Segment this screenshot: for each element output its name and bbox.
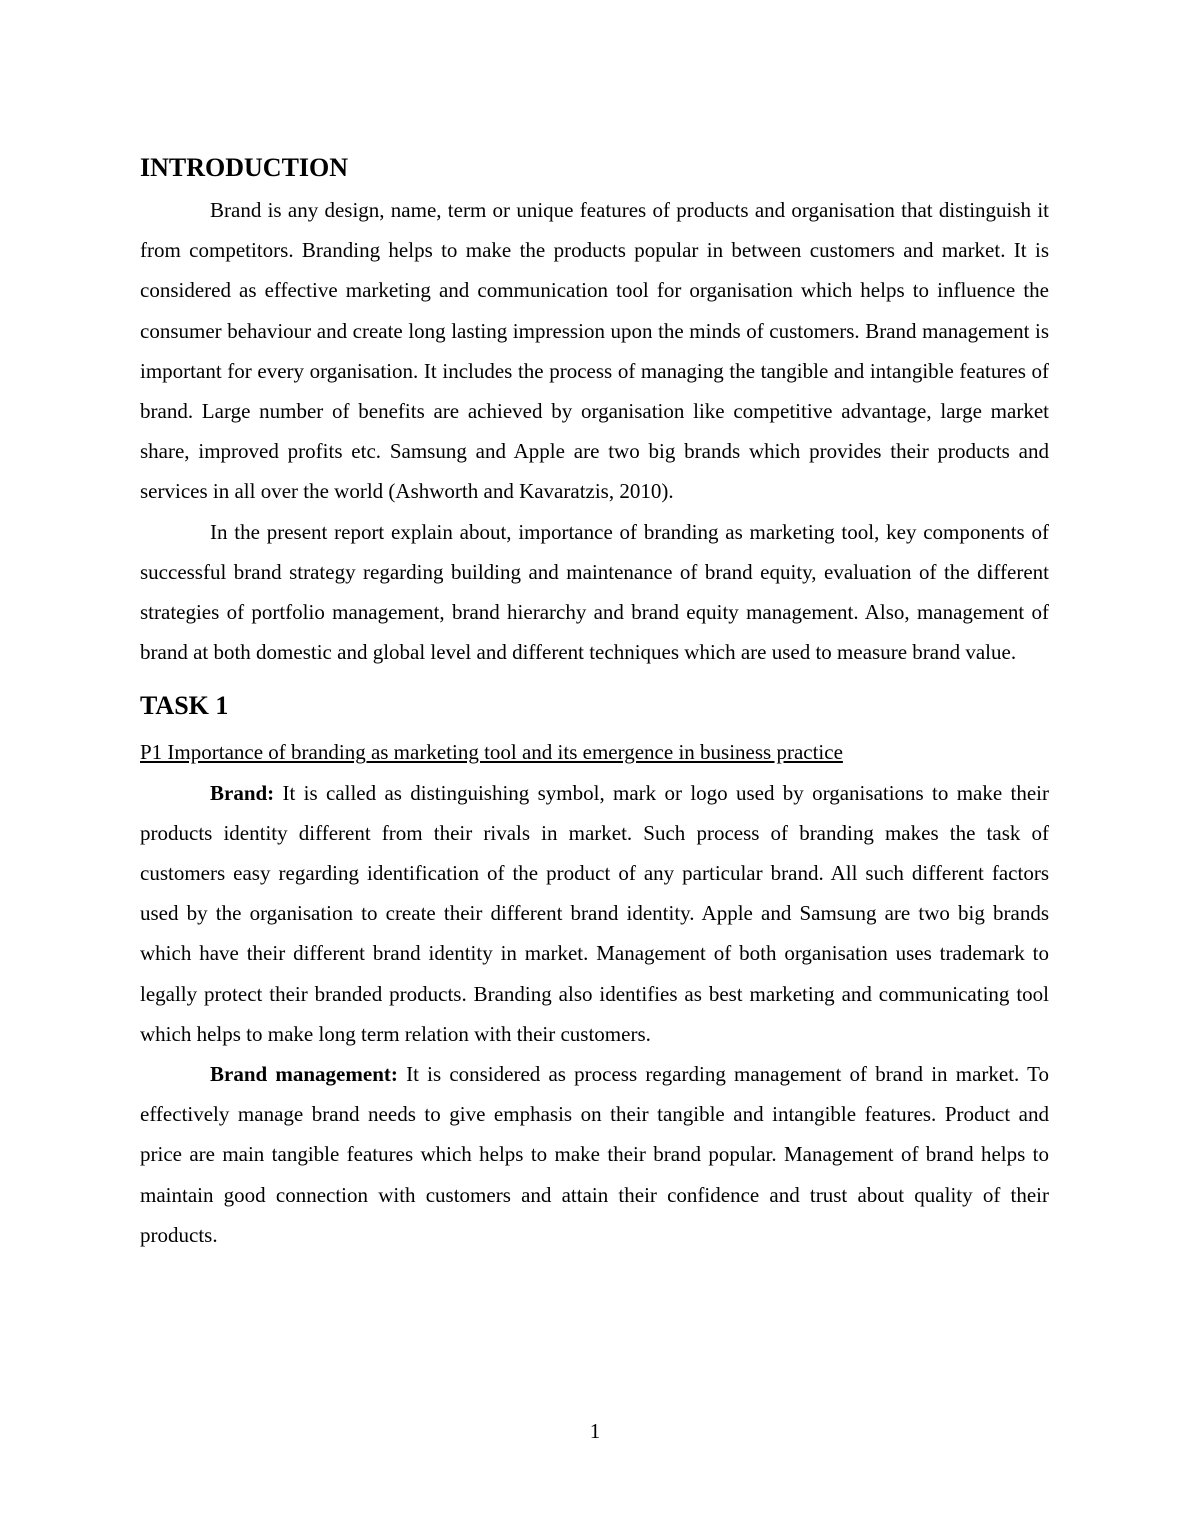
brand-management-term: Brand management: bbox=[210, 1062, 398, 1087]
brand-term: Brand: bbox=[210, 780, 275, 805]
introduction-heading: INTRODUCTION bbox=[140, 153, 349, 182]
task-1-heading: TASK 1 bbox=[140, 691, 229, 721]
intro-paragraph-1: Brand is any design, name, term or unique features of products and organisation that distinguish it from competitors. Branding helps to make the products popular in between customers and market. It is considered as effective marketing and communication tool for organisation which helps to influence the consumer behaviour and create long lasting impression upon the minds of customers. Brand management is important for every organisation. It includes the process of managing the tangible and intangible features of brand. Large number of benefits are achieved by organisation like competitive advantage, large market share, improved profits etc. Samsung and Apple are two big brands which provides their products and services in all over the world (Ashworth and Kavaratzis, 2010). bbox=[140, 198, 1049, 504]
p1-subheading: P1 Importance of branding as marketing tool and its emergence in business practice bbox=[140, 740, 843, 765]
page-number: 1 bbox=[589, 1419, 601, 1443]
brand-paragraph bbox=[140, 773, 1049, 1054]
intro-paragraph-2: In the present report explain about, importance of branding as marketing tool, key components of successful brand strategy regarding building and maintenance of brand equity, evaluation of the different strategies of portfolio management, brand hierarchy and brand equity management. Also, management of brand at both domestic and global level and different techniques which are used to measure brand value. bbox=[140, 519, 1049, 665]
brand-management-definition: It is considered as process regarding management of brand in market. To effectively manage brand needs to give emphasis on their tangible and intangible features. Product and price are main tangible features which helps to make their brand popular. Management of brand helps to maintain good connection with customers and attain their confidence and trust about quality of their products. bbox=[140, 1062, 1049, 1247]
brand-management-paragraph bbox=[140, 1054, 1049, 1255]
brand-definition: It is called as distinguishing symbol, mark or logo used by organisations to make their products identity different from their rivals in market. Such process of branding makes the task of customers easy regarding identification of the product of any particular brand. All such different factors used by the organisation to create their different brand identity. Apple and Samsung are two big brands which have their different brand identity in market. Management of both organisation uses trademark to legally protect their branded products. Branding also identifies as best marketing and communicating tool which helps to make long term relation with their customers. bbox=[140, 780, 1049, 1046]
document-page bbox=[140, 148, 1049, 1255]
